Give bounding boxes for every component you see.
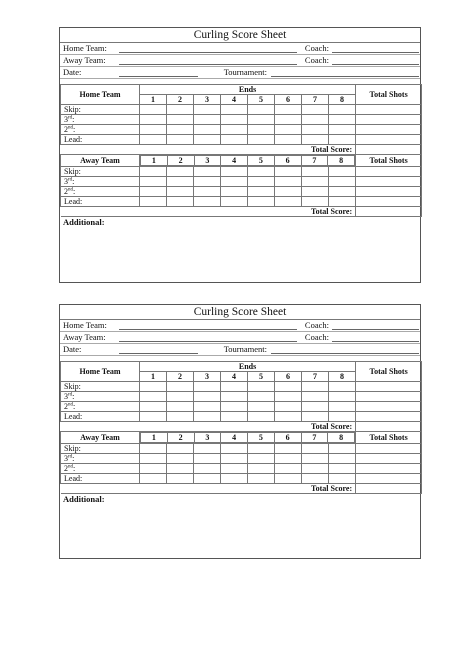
position-label: 2nd:: [61, 187, 140, 197]
end-number-7: 7: [301, 433, 328, 443]
end-number-3: 3: [194, 95, 221, 105]
position-label: 3rd:: [61, 115, 140, 125]
player-row: [61, 177, 422, 187]
score-cell[interactable]: [167, 105, 194, 115]
tournament-field[interactable]: [271, 76, 419, 77]
score-cell[interactable]: [248, 444, 275, 454]
score-cell[interactable]: [221, 392, 248, 402]
away-team-field[interactable]: [119, 64, 297, 65]
total-shots-cell[interactable]: [356, 135, 422, 145]
position-label: 3rd:: [61, 392, 140, 402]
score-cell[interactable]: [302, 105, 329, 115]
score-cell[interactable]: [329, 402, 356, 412]
end-number-4: 4: [221, 433, 248, 443]
coach-label: Coach:: [304, 43, 329, 53]
home-team-field[interactable]: [119, 52, 297, 53]
position-text: 3: [64, 392, 68, 401]
total-shots-cell[interactable]: [356, 392, 422, 402]
end-number-5: 5: [248, 156, 275, 166]
score-cell[interactable]: [221, 474, 248, 484]
end-number-3: 3: [194, 372, 221, 382]
score-cell[interactable]: [221, 412, 248, 422]
score-cell[interactable]: [167, 177, 194, 187]
score-cell[interactable]: [167, 402, 194, 412]
score-cell[interactable]: [221, 115, 248, 125]
score-cell[interactable]: [140, 115, 167, 125]
score-cell[interactable]: [194, 474, 221, 484]
end-number-6: 6: [274, 156, 301, 166]
score-cell[interactable]: [329, 115, 356, 125]
score-cell[interactable]: [275, 177, 302, 187]
score-cell[interactable]: [194, 125, 221, 135]
end-number-6: 6: [275, 372, 302, 382]
end-number-7: 7: [302, 95, 329, 105]
position-label: [61, 105, 140, 115]
player-row: [61, 402, 422, 412]
score-cell[interactable]: [302, 392, 329, 402]
score-cell[interactable]: [194, 444, 221, 454]
score-cell[interactable]: [140, 125, 167, 135]
end-number-1: 1: [141, 433, 168, 443]
position-label: 2nd:: [61, 464, 140, 474]
home-total-score-cell[interactable]: [356, 422, 422, 432]
score-cell[interactable]: [140, 177, 167, 187]
total-shots-cell[interactable]: [356, 412, 422, 422]
away-team-field[interactable]: [119, 341, 297, 342]
score-sheet-2: [59, 304, 421, 559]
total-shots-cell[interactable]: [356, 115, 422, 125]
home-score-table: [60, 361, 422, 494]
score-cell[interactable]: [221, 454, 248, 464]
score-cell[interactable]: [194, 187, 221, 197]
player-row: [61, 197, 422, 207]
date-row: [60, 344, 420, 356]
end-number-2: 2: [167, 433, 194, 443]
score-cell[interactable]: [329, 167, 356, 177]
position-ordinal: rd: [68, 392, 73, 398]
score-cell[interactable]: [248, 177, 275, 187]
coach-label: Coach:: [304, 332, 329, 342]
total-shots-cell[interactable]: [356, 197, 422, 207]
end-number-5: 5: [248, 433, 275, 443]
position-text: 3: [64, 115, 68, 124]
score-cell[interactable]: [167, 474, 194, 484]
home-total-score-row: [61, 145, 422, 155]
tournament-label: Tournament:: [223, 344, 267, 354]
end-number-6: 6: [274, 433, 301, 443]
score-cell[interactable]: [302, 197, 329, 207]
score-cell[interactable]: [194, 454, 221, 464]
end-number-8: 8: [329, 372, 356, 382]
position-ordinal: nd: [68, 187, 73, 193]
total-score-label: Total Score:: [61, 207, 356, 217]
score-cell[interactable]: [329, 382, 356, 392]
score-cell[interactable]: [140, 474, 167, 484]
score-cell[interactable]: [329, 187, 356, 197]
score-cell[interactable]: [248, 474, 275, 484]
score-cell[interactable]: [248, 125, 275, 135]
position-label: [61, 412, 140, 422]
player-row: [61, 454, 422, 464]
position-ordinal: nd: [68, 464, 73, 470]
position-ordinal: nd: [68, 402, 73, 408]
coach-label: Coach:: [304, 55, 329, 65]
score-cell[interactable]: [140, 135, 167, 145]
score-cell[interactable]: [167, 454, 194, 464]
end-number-7: 7: [301, 156, 328, 166]
score-cell[interactable]: [194, 382, 221, 392]
score-cell[interactable]: [221, 177, 248, 187]
end-number-5: 5: [248, 372, 275, 382]
score-cell[interactable]: [140, 197, 167, 207]
total-shots-cell[interactable]: [356, 402, 422, 412]
score-cell[interactable]: [140, 464, 167, 474]
score-cell[interactable]: [302, 187, 329, 197]
date-label: Date:: [63, 344, 82, 354]
score-cell[interactable]: [194, 412, 221, 422]
total-score-label: Total Score:: [61, 145, 356, 155]
end-number-4: 4: [221, 95, 248, 105]
date-field[interactable]: [119, 353, 198, 354]
score-cell[interactable]: [140, 444, 167, 454]
score-cell[interactable]: [329, 197, 356, 207]
total-shots-header: Total Shots: [356, 155, 422, 167]
score-cell[interactable]: [329, 444, 356, 454]
end-number-3: 3: [194, 433, 221, 443]
score-cell[interactable]: [302, 115, 329, 125]
end-number-8: 8: [329, 95, 356, 105]
score-cell[interactable]: [167, 125, 194, 135]
score-cell[interactable]: [275, 464, 302, 474]
position-label: [61, 197, 140, 207]
score-cell[interactable]: [140, 412, 167, 422]
score-cell[interactable]: [167, 167, 194, 177]
total-shots-header: Total Shots: [356, 362, 422, 382]
home-team-label: Home Team:: [63, 43, 107, 53]
date-label: Date:: [63, 67, 82, 77]
score-cell[interactable]: [275, 105, 302, 115]
position-text: Skip:: [64, 167, 81, 176]
position-text: Lead:: [64, 135, 83, 144]
score-cell[interactable]: [221, 197, 248, 207]
position-text: 2: [64, 125, 68, 134]
total-score-label: Total Score:: [61, 422, 356, 432]
position-text: Skip:: [64, 105, 81, 114]
home-team-field[interactable]: [119, 329, 297, 330]
score-cell[interactable]: [194, 402, 221, 412]
coach-label: Coach:: [304, 320, 329, 330]
away-team-label: Away Team:: [63, 332, 106, 342]
end-number-1: 1: [140, 372, 167, 382]
end-number-3: 3: [194, 156, 221, 166]
score-cell[interactable]: [167, 464, 194, 474]
score-cell[interactable]: [302, 412, 329, 422]
score-cell[interactable]: [302, 135, 329, 145]
score-cell[interactable]: [248, 412, 275, 422]
end-number-8: 8: [328, 433, 355, 443]
position-text: 2: [64, 464, 68, 473]
end-number-2: 2: [167, 156, 194, 166]
score-cell[interactable]: [140, 105, 167, 115]
score-cell[interactable]: [302, 167, 329, 177]
score-cell[interactable]: [275, 135, 302, 145]
end-number-6: 6: [275, 95, 302, 105]
away-team-row: [60, 55, 420, 67]
score-cell[interactable]: [275, 402, 302, 412]
score-cell[interactable]: [194, 392, 221, 402]
score-cell[interactable]: [221, 125, 248, 135]
player-row: [61, 187, 422, 197]
position-ordinal: rd: [68, 177, 73, 183]
score-cell[interactable]: [329, 412, 356, 422]
player-row: [61, 444, 422, 454]
position-label: [61, 382, 140, 392]
score-cell[interactable]: [275, 444, 302, 454]
home-total-score-cell[interactable]: [356, 145, 422, 155]
position-label: 3rd:: [61, 454, 140, 464]
position-label: 3rd:: [61, 177, 140, 187]
score-cell[interactable]: [140, 392, 167, 402]
position-text: Skip:: [64, 382, 81, 391]
tournament-label: Tournament:: [223, 67, 267, 77]
away-team-row: [60, 332, 420, 344]
score-cell[interactable]: [275, 474, 302, 484]
score-cell[interactable]: [275, 115, 302, 125]
score-cell[interactable]: [329, 135, 356, 145]
score-cell[interactable]: [275, 125, 302, 135]
total-shots-cell[interactable]: [356, 187, 422, 197]
position-text: 2: [64, 402, 68, 411]
home-coach-field[interactable]: [332, 329, 419, 330]
score-cell[interactable]: [221, 187, 248, 197]
position-label: 2nd:: [61, 402, 140, 412]
home-score-table: [60, 84, 422, 217]
position-text: Lead:: [64, 197, 83, 206]
score-cell[interactable]: [248, 454, 275, 464]
player-row: [61, 167, 422, 177]
position-label: [61, 474, 140, 484]
total-shots-cell[interactable]: [356, 125, 422, 135]
score-cell[interactable]: [248, 402, 275, 412]
score-cell[interactable]: [275, 412, 302, 422]
away-coach-field[interactable]: [332, 341, 419, 342]
player-row: [61, 474, 422, 484]
away-total-score-row: [61, 207, 422, 217]
score-cell[interactable]: [302, 382, 329, 392]
score-cell[interactable]: [302, 454, 329, 464]
score-cell[interactable]: [167, 412, 194, 422]
home-coach-field[interactable]: [332, 52, 419, 53]
away-total-score-cell[interactable]: [356, 484, 422, 494]
total-shots-cell[interactable]: [356, 454, 422, 464]
score-cell[interactable]: [275, 197, 302, 207]
ends-header: Ends: [140, 85, 356, 95]
score-cell[interactable]: [167, 187, 194, 197]
home-total-score-row: [61, 422, 422, 432]
position-label: [61, 135, 140, 145]
score-cell[interactable]: [221, 402, 248, 412]
score-cell[interactable]: [248, 197, 275, 207]
home-team-header: Home Team: [61, 362, 140, 382]
date-row: [60, 67, 420, 79]
score-cell[interactable]: [329, 454, 356, 464]
away-team-header: Away Team: [61, 432, 140, 444]
score-cell[interactable]: [140, 454, 167, 464]
score-cell[interactable]: [194, 167, 221, 177]
end-number-8: 8: [328, 156, 355, 166]
score-sheet-1: [59, 27, 421, 283]
position-text: Skip:: [64, 444, 81, 453]
player-row: [61, 464, 422, 474]
position-label: [61, 167, 140, 177]
total-shots-header: Total Shots: [356, 85, 422, 105]
home-team-label: Home Team:: [63, 320, 107, 330]
score-cell[interactable]: [248, 392, 275, 402]
score-cell[interactable]: [302, 444, 329, 454]
ends-header: Ends: [140, 362, 356, 372]
score-cell[interactable]: [194, 115, 221, 125]
away-total-score-row: [61, 484, 422, 494]
player-row: [61, 135, 422, 145]
position-ordinal: rd: [68, 115, 73, 121]
total-shots-cell[interactable]: [356, 105, 422, 115]
player-row: [61, 125, 422, 135]
score-cell[interactable]: [329, 392, 356, 402]
home-team-row: [60, 43, 420, 55]
away-total-score-cell[interactable]: [356, 207, 422, 217]
score-cell[interactable]: [329, 105, 356, 115]
total-shots-cell[interactable]: [356, 382, 422, 392]
score-cell[interactable]: [140, 187, 167, 197]
position-text: 2: [64, 187, 68, 196]
tournament-field[interactable]: [271, 353, 419, 354]
score-cell[interactable]: [167, 444, 194, 454]
score-cell[interactable]: [248, 167, 275, 177]
position-text: 3: [64, 177, 68, 186]
score-cell[interactable]: [302, 402, 329, 412]
home-team-row: [60, 320, 420, 332]
score-cell[interactable]: [275, 392, 302, 402]
end-number-2: 2: [167, 372, 194, 382]
score-cell[interactable]: [221, 135, 248, 145]
end-number-2: 2: [167, 95, 194, 105]
score-cell[interactable]: [194, 135, 221, 145]
sheet-title: Curling Score Sheet: [60, 305, 420, 320]
away-team-label: Away Team:: [63, 55, 106, 65]
player-row: [61, 115, 422, 125]
score-cell[interactable]: [167, 382, 194, 392]
score-cell[interactable]: [221, 464, 248, 474]
player-row: [61, 382, 422, 392]
score-cell[interactable]: [194, 105, 221, 115]
position-text: 3: [64, 454, 68, 463]
score-cell[interactable]: [194, 197, 221, 207]
score-cell[interactable]: [275, 187, 302, 197]
score-cell[interactable]: [329, 177, 356, 187]
end-number-7: 7: [302, 372, 329, 382]
score-cell[interactable]: [302, 474, 329, 484]
total-shots-cell[interactable]: [356, 444, 422, 454]
score-cell[interactable]: [302, 464, 329, 474]
score-cell[interactable]: [248, 187, 275, 197]
score-cell[interactable]: [248, 464, 275, 474]
total-shots-header: Total Shots: [356, 432, 422, 444]
total-score-label: Total Score:: [61, 484, 356, 494]
score-cell[interactable]: [140, 402, 167, 412]
position-text: Lead:: [64, 474, 83, 483]
player-row: [61, 392, 422, 402]
player-row: [61, 412, 422, 422]
score-cell[interactable]: [167, 135, 194, 145]
score-cell[interactable]: [140, 167, 167, 177]
score-cell[interactable]: [140, 382, 167, 392]
score-cell[interactable]: [248, 382, 275, 392]
score-cell[interactable]: [221, 444, 248, 454]
score-cell[interactable]: [167, 392, 194, 402]
score-cell[interactable]: [221, 167, 248, 177]
additional-label: Additional:: [63, 494, 105, 504]
score-cell[interactable]: [302, 125, 329, 135]
score-cell[interactable]: [221, 105, 248, 115]
date-field[interactable]: [119, 76, 198, 77]
total-shots-cell[interactable]: [356, 464, 422, 474]
total-shots-cell[interactable]: [356, 167, 422, 177]
additional-label: Additional:: [63, 217, 105, 227]
position-text: Lead:: [64, 412, 83, 421]
score-cell[interactable]: [275, 167, 302, 177]
score-cell[interactable]: [275, 454, 302, 464]
score-cell[interactable]: [221, 382, 248, 392]
end-number-5: 5: [248, 95, 275, 105]
position-label: 2nd:: [61, 125, 140, 135]
total-shots-cell[interactable]: [356, 177, 422, 187]
away-team-header: Away Team: [61, 155, 140, 167]
score-cell[interactable]: [248, 135, 275, 145]
end-number-4: 4: [221, 156, 248, 166]
player-row: [61, 105, 422, 115]
position-ordinal: nd: [68, 125, 73, 131]
end-number-1: 1: [141, 156, 168, 166]
score-cell[interactable]: [248, 115, 275, 125]
score-cell[interactable]: [167, 115, 194, 125]
home-team-header: Home Team: [61, 85, 140, 105]
away-coach-field[interactable]: [332, 64, 419, 65]
score-cell[interactable]: [329, 125, 356, 135]
sheet-title: Curling Score Sheet: [60, 28, 420, 43]
score-cell[interactable]: [248, 105, 275, 115]
score-cell[interactable]: [329, 474, 356, 484]
position-label: [61, 444, 140, 454]
end-number-4: 4: [221, 372, 248, 382]
score-cell[interactable]: [329, 464, 356, 474]
score-cell[interactable]: [167, 197, 194, 207]
score-cell[interactable]: [194, 464, 221, 474]
position-ordinal: rd: [68, 454, 73, 460]
end-number-1: 1: [140, 95, 167, 105]
score-cell[interactable]: [194, 177, 221, 187]
score-cell[interactable]: [275, 382, 302, 392]
score-cell[interactable]: [302, 177, 329, 187]
total-shots-cell[interactable]: [356, 474, 422, 484]
